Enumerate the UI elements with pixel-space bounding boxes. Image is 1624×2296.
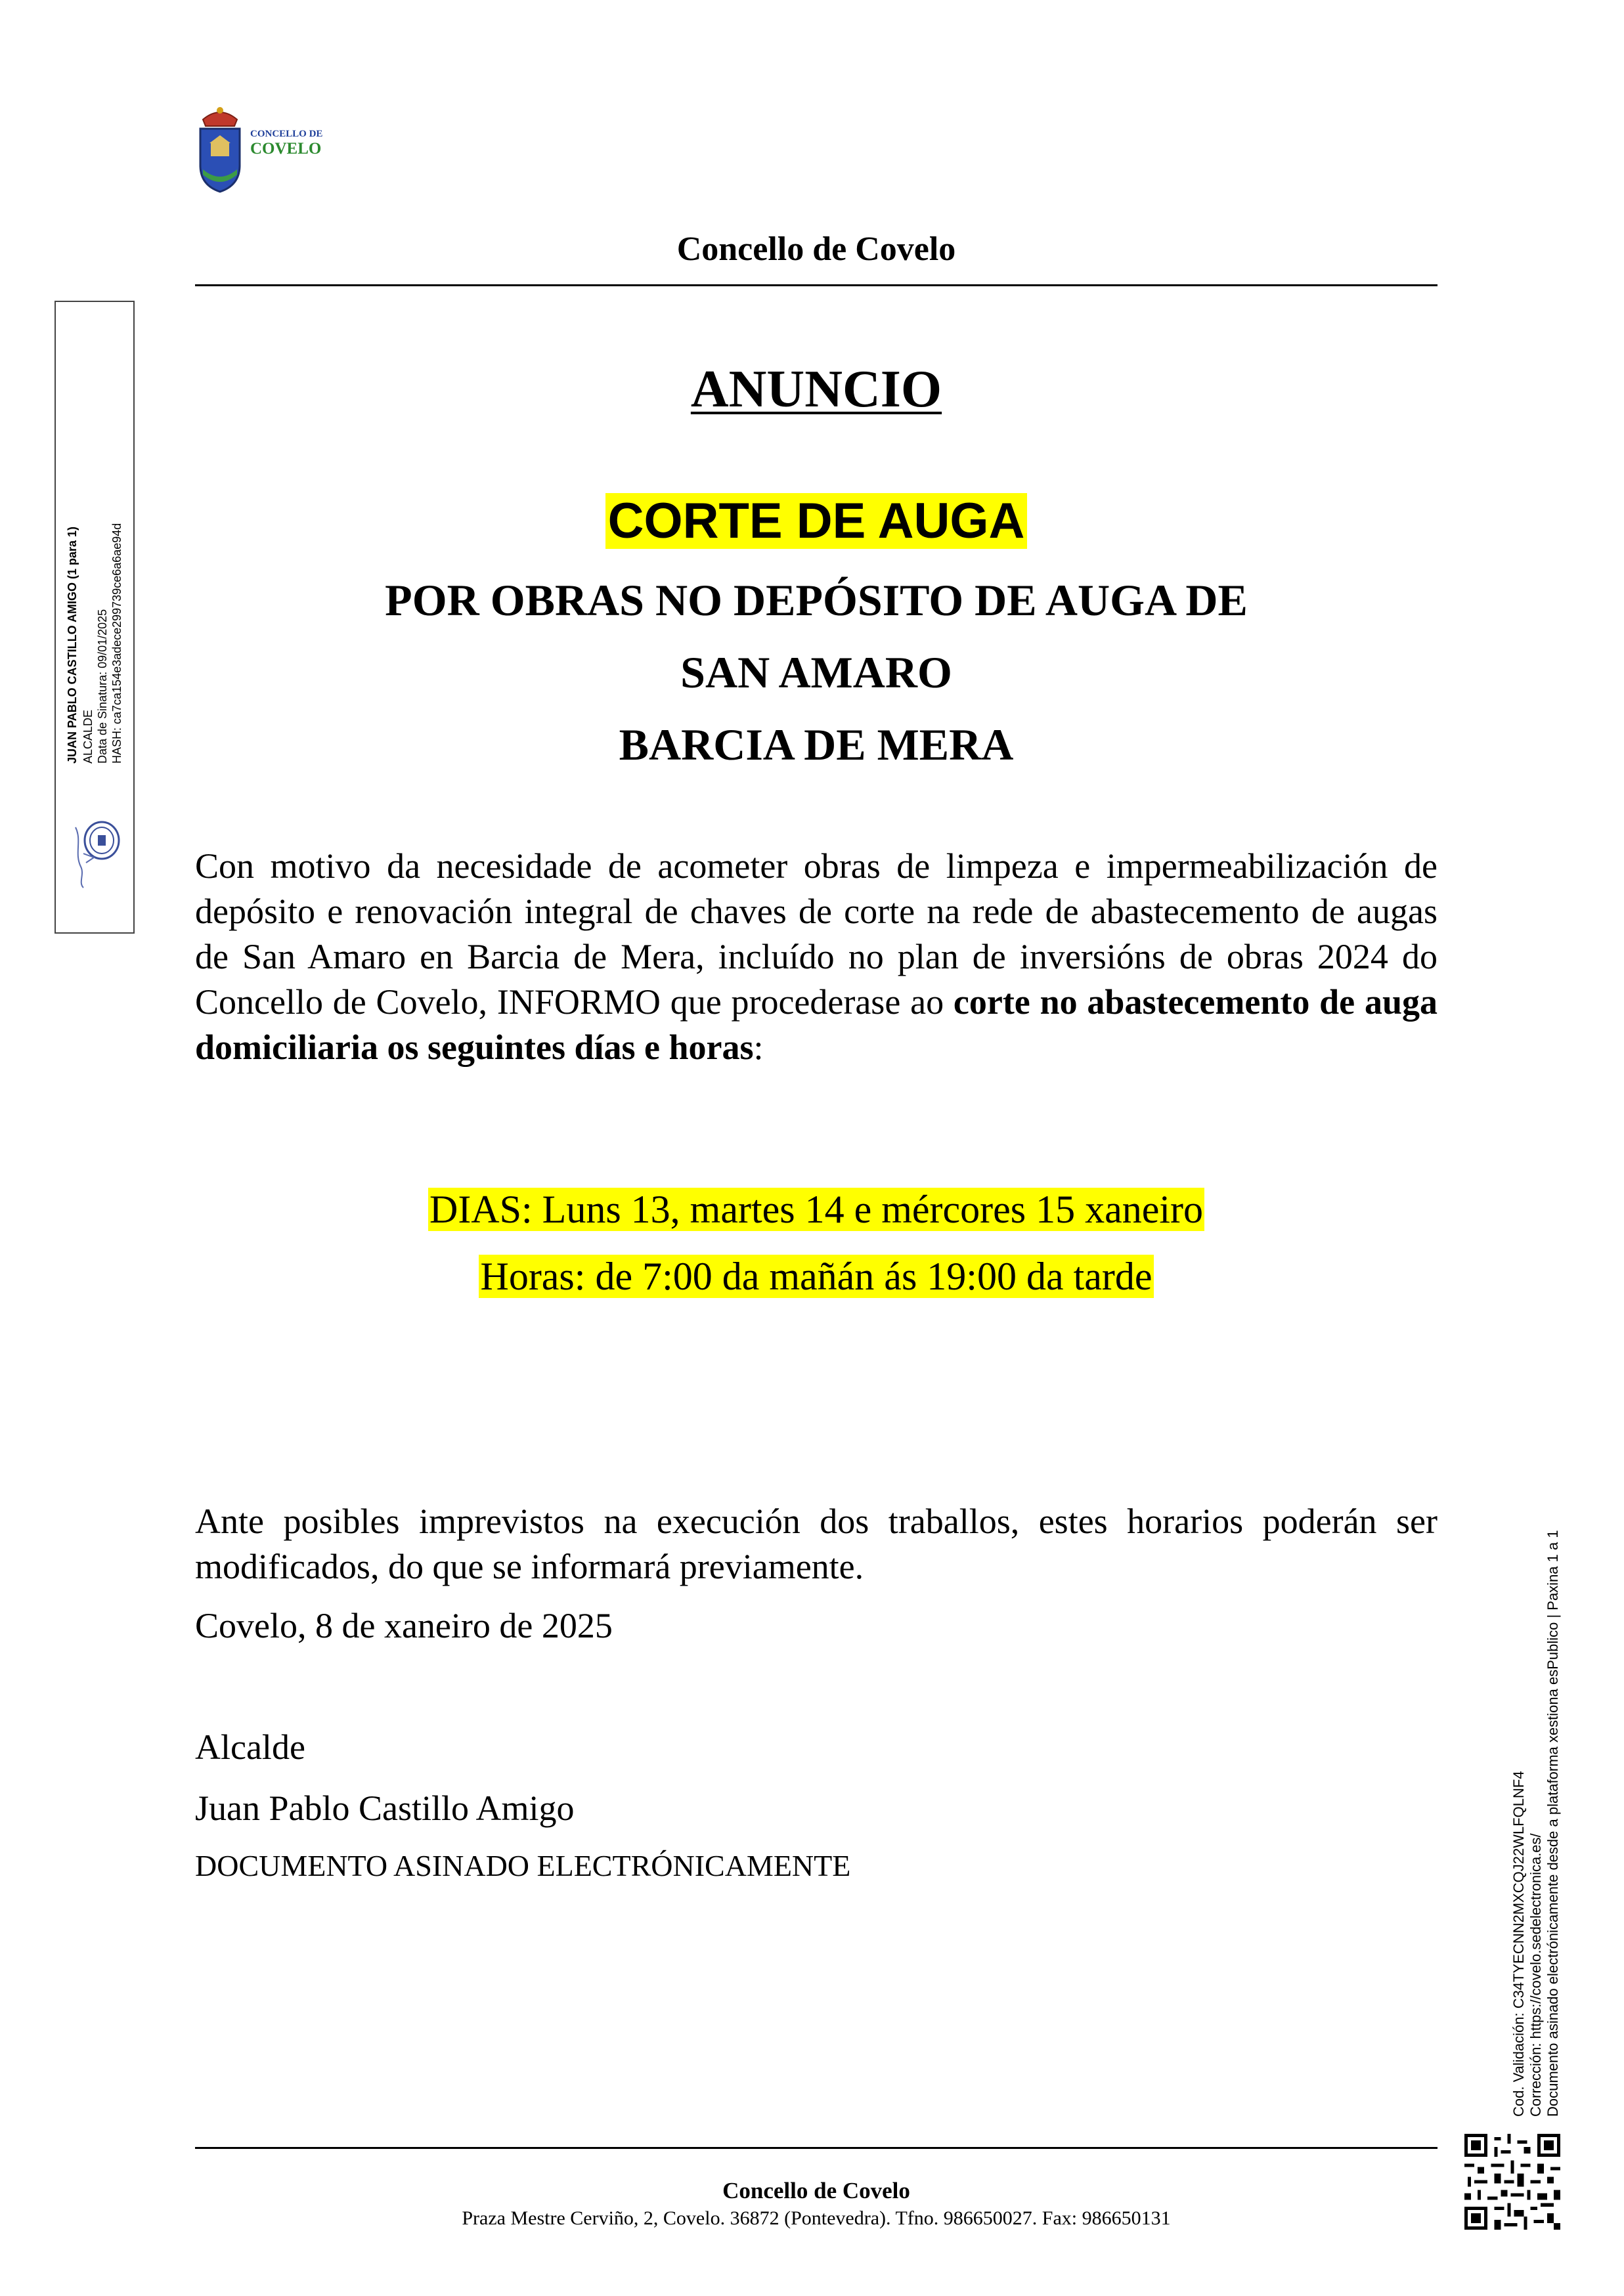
footer-address: Praza Mestre Cerviño, 2, Covelo. 36872 (Pontevedra). Tfno. 986650027. Fax: 986650131 (462, 2207, 1171, 2229)
schedule-hours (195, 1254, 1437, 1299)
body-paragraph (195, 844, 1437, 1070)
validation-url[interactable]: Corrección: https://covelo.sedelectronica.es/ (1527, 1833, 1544, 2117)
highlight-title-text: CORTE DE AUGA (605, 493, 1028, 549)
highlight-title (195, 492, 1437, 550)
footer-divider (195, 2147, 1437, 2149)
validation-note: Documento asinado electrónicamente desde a plataforma xestiona esPublico | Paxina 1 a 1 (1545, 1530, 1561, 2117)
signer-role: Alcalde (195, 1727, 305, 1767)
signature-signer: JUAN PABLO CASTILLO AMIGO (1 para 1) (66, 526, 79, 764)
signer-name: Juan Pablo Castillo Amigo (195, 1788, 575, 1828)
qr-code-icon (1464, 2134, 1560, 2230)
schedule-hours-text: Horas: de 7:00 da mañán ás 19:00 da tarde (480, 1255, 1152, 1298)
subheading-3: BARCIA DE MERA (619, 720, 1014, 769)
signature-role: ALCALDE (81, 709, 95, 764)
logo-line2: COVELO (250, 139, 322, 158)
page-title (195, 360, 1437, 420)
subheading-1: POR OBRAS NO DEPÓSITO DE AUGA DE (385, 575, 1248, 625)
subheading-2: SAN AMARO (680, 647, 952, 697)
signature-stamp-icon (69, 814, 123, 893)
note-paragraph: Ante posibles imprevistos na execución dos traballos, estes horarios poderán ser modificados, do que se informará previamente. (195, 1502, 1437, 1586)
signed-notice: DOCUMENTO ASINADO ELECTRÓNICAMENTE (195, 1849, 851, 1882)
page-title-text: ANUNCIO (690, 360, 942, 418)
coat-of-arms-icon (194, 105, 246, 197)
body-end: : (753, 1028, 764, 1067)
council-logo (194, 105, 351, 197)
signature-date: Data de Sinatura: 09/01/2025 (96, 609, 109, 764)
body-text: Con motivo da necesidade de acometer obras de limpeza e impermeabilización de depósito e renovación integral de chaves de corte na rede de abastecemento de augas de San Amaro en Barcia de Mera, incluído no plan de inversións de obras 2024 do Concello de Covelo, INFORMO que procederase ao (195, 846, 1437, 1022)
logo-line1: CONCELLO DE (250, 129, 323, 139)
header-divider (195, 284, 1437, 286)
schedule-days-text: DIAS: Luns 13, martes 14 e mércores 15 xaneiro (429, 1188, 1204, 1231)
validation-code: Cod. Validación: C34TYECNN2MXCQJ22WLFQLNF4 (1510, 1771, 1527, 2117)
header-title: Concello de Covelo (676, 230, 956, 268)
body-bold-text: corte no abastecemento de auga domiciliaria os seguintes días e horas (195, 982, 1437, 1067)
place-date: Covelo, 8 de xaneiro de 2025 (195, 1606, 613, 1645)
signature-hash: HASH: ca7ca154e3adece299739ce6a6ae94d (110, 523, 123, 764)
schedule-days (195, 1187, 1437, 1232)
footer-title: Concello de Covelo (722, 2178, 910, 2203)
